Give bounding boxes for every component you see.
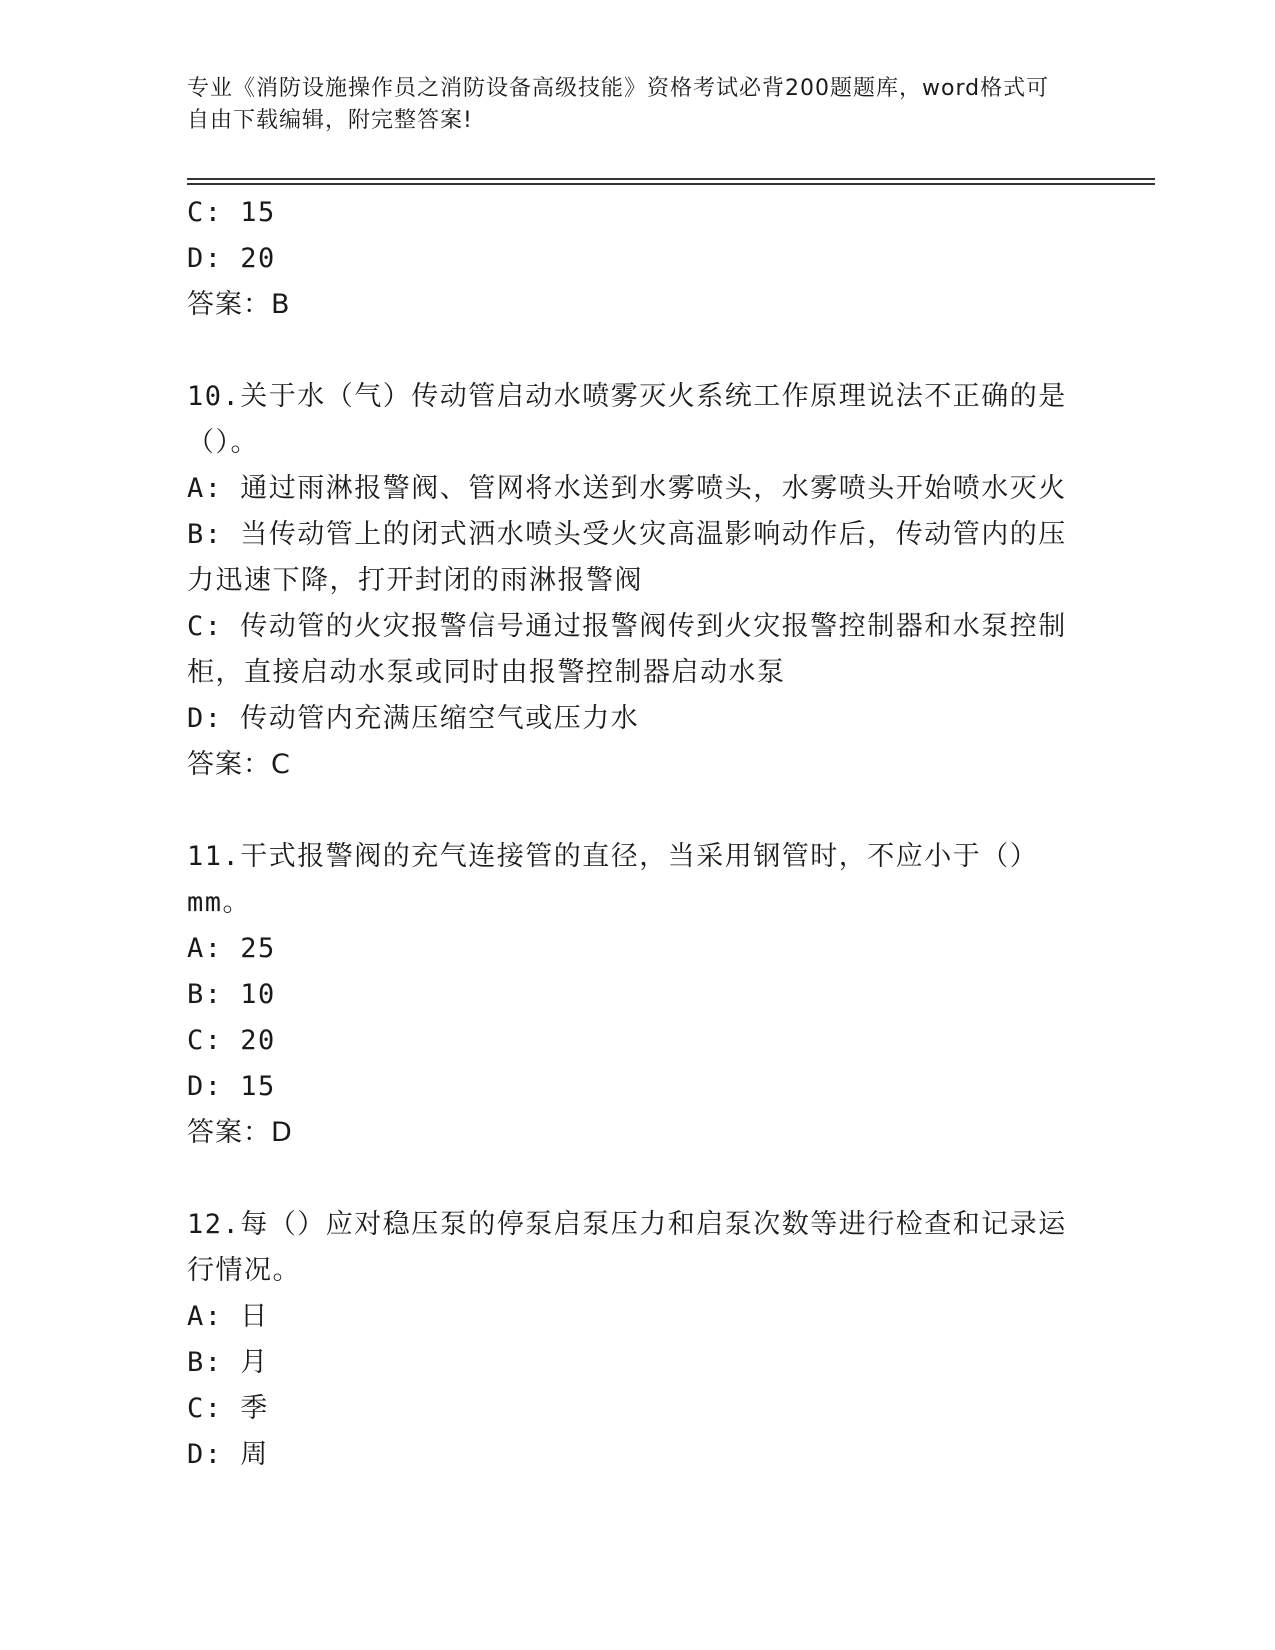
- question-10-block: [187, 374, 1077, 788]
- header-rule-bottom: [187, 183, 1155, 185]
- option-d: D: 传动管内充满压缩空气或压力水: [187, 703, 640, 734]
- prev-question-block: [187, 190, 1077, 328]
- option-a: A: 日: [187, 1301, 269, 1332]
- option-d: D: 周: [187, 1439, 269, 1470]
- question-stem: 12.每（）应对稳压泵的停泵启泵压力和启泵次数等进行检查和记录运行情况。: [187, 1209, 1067, 1286]
- option-c: C: 季: [187, 1393, 269, 1424]
- option-a: A: 25: [187, 933, 276, 964]
- question-12-block: [187, 1202, 1077, 1478]
- option-a: A: 通过雨淋报警阀、管网将水送到水雾喷头，水雾喷头开始喷水灭火: [187, 473, 1067, 504]
- question-11-block: [187, 834, 1077, 1156]
- option-b: B: 10: [187, 979, 276, 1010]
- option-d: D: 15: [187, 1071, 276, 1102]
- option-b: B: 当传动管上的闭式洒水喷头受火灾高温影响动作后，传动管内的压力迅速下降，打开封闭的雨淋报警阀: [187, 519, 1067, 596]
- option-d: D: 20: [187, 243, 276, 274]
- spacer: [187, 328, 1077, 374]
- question-stem: 10.关于水（气）传动管启动水喷雾灭火系统工作原理说法不正确的是（）。: [187, 381, 1067, 458]
- document-header: 专业《消防设施操作员之消防设备高级技能》资格考试必背200题题库，word格式可自由下载编辑，附完整答案!: [187, 76, 1050, 133]
- answer-line: 答案：D: [187, 1117, 293, 1148]
- header-rule-top: [187, 178, 1155, 180]
- option-c: C: 15: [187, 197, 276, 228]
- question-content: [187, 190, 1077, 1478]
- question-stem: 11.干式报警阀的充气连接管的直径，当采用钢管时，不应小于（）mm。: [187, 841, 1039, 918]
- spacer: [187, 788, 1077, 834]
- answer-line: 答案：C: [187, 749, 291, 780]
- option-c: C: 传动管的火灾报警信号通过报警阀传到火灾报警控制器和水泵控制柜，直接启动水泵或同时由报警控制器启动水泵: [187, 611, 1067, 688]
- spacer: [187, 1156, 1077, 1202]
- option-c: C: 20: [187, 1025, 276, 1056]
- answer-line: 答案：B: [187, 289, 291, 320]
- option-b: B: 月: [187, 1347, 269, 1378]
